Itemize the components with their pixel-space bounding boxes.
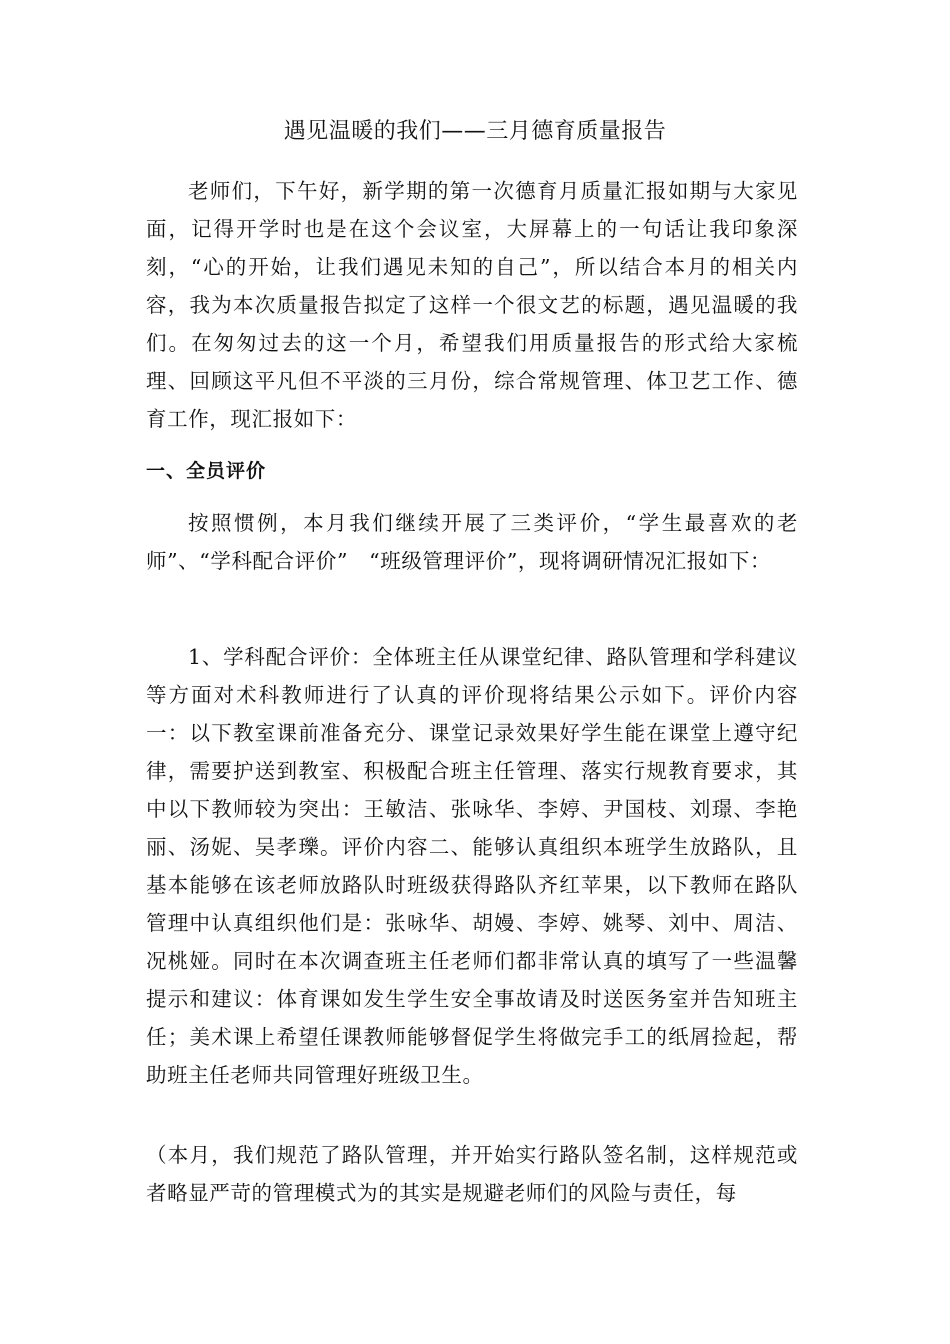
route-management-paragraph: （本月，我们规范了路队管理，并开始实行路队签名制，这样规范或者略显严苛的管理模式为的其实是规避老师们的风险与责任，每	[146, 1143, 798, 1205]
subject-evaluation-paragraph: 1、学科配合评价：全体班主任从课堂纪律、路队管理和学科建议等方面对术科教师进行了认真的评价现将结果公示如下。评价内容一：以下教室课前准备充分、课堂记录效果好学生能在课堂上遵守纪律，需要护送到教室、积极配合班主任管理、落实行规教育要求，其中以下教师较为突出：王敏洁、张咏华、李婷、尹国枝、刘璟、李艳丽、汤妮、吴孝瓅。评价内容二、能够认真组织本班学生放路队，且基本能够在该老师放路队时班级获得路队齐红苹果，以下教师在路队管理中认真组织他们是：张咏华、胡嫚、李婷、姚琴、刘中、周洁、况桃娅。同时在本次调查班主任老师们都非常认真的填写了一些温馨提示和建议：体育课如发生学生安全事故请及时送医务室并告知班主任；美术课上希望任课教师能够督促学生将做完手工的纸屑捡起，帮助班主任老师共同管理好班级卫生。	[146, 645, 798, 1087]
evaluation-intro-paragraph: 按照惯例，本月我们继续开展了三类评价，“学生最喜欢的老师”、“学科配合评价” “班级管理评价”，现将调研情况汇报如下：	[146, 511, 798, 573]
document-title: 遇见温暖的我们——三月德育质量报告	[283, 119, 667, 144]
section-heading-overall-evaluation: 一、全员评价	[146, 460, 267, 482]
intro-paragraph: 老师们，下午好，新学期的第一次德育月质量汇报如期与大家见面，记得开学时也是在这个会议室，大屏幕上的一句话让我印象深刻，“心的开始，让我们遇见未知的自己”，所以结合本月的相关内容，我为本次质量报告拟定了这样一个很文艺的标题，遇见温暖的我们。在匆匆过去的这一个月，希望我们用质量报告的形式给大家梳理、回顾这平凡但不平淡的三月份，综合常规管理、体卫艺工作、德育工作，现汇报如下：	[146, 179, 798, 431]
